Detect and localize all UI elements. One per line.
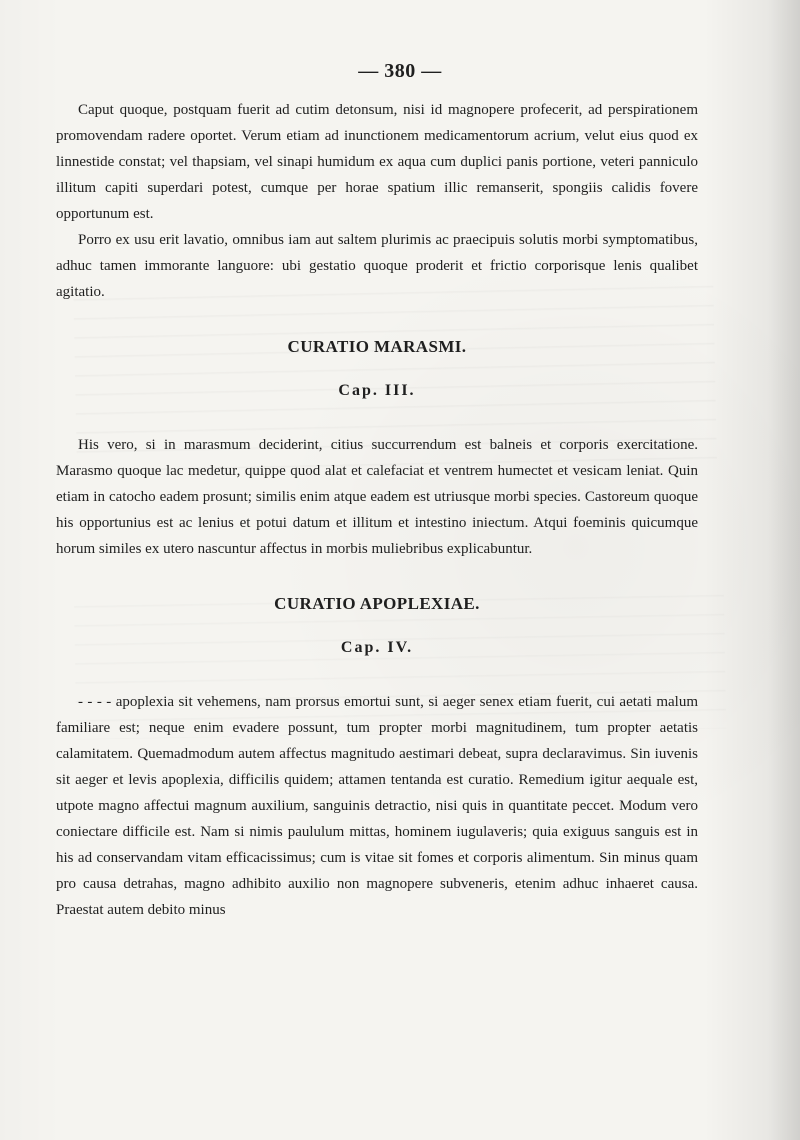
- chapter-label-marasmus: Cap. III.: [338, 382, 416, 399]
- section-gap-2: [56, 562, 698, 593]
- apoplexy-paragraph: - - - - apoplexia sit vehemens, nam prorsus emortui sunt, si aeger senex etiam fuerit, cui aetati malum familiare est; neque enim evadere possunt, tum propter morbi magnitudinem, tum propter aetatis calamitatem. Quemadmodum autem affectus magnitudo aestimari debeat, supra declaravimus. Sin iuvenis sit aeger et levis apoplexia, difficilis quidem; attamen tentanda est curatio. Remedium igitur aequale est, utpote magno affectui magnum auxilium, sanguinis detractio, nisi quis in quantitate peccet. Modum vero coniectare difficile est. Nam si nimis paululum mittas, hominem iugulaveris; quia exiguus sanguis est in his ad conservandam vitam efficacissimus; cum is vitae sit fomes et corporis alimentum. Sin minus quam pro causa detrahas, magno adhibito auxilio non magnopere subveneris, etenim adhuc inhaeret causa. Praestat autem debito minus: [56, 694, 698, 918]
- chapter-label-apoplexy: Cap. IV.: [340, 639, 414, 656]
- chapter-text-gap-1: [56, 402, 698, 432]
- section-gap-1: [56, 305, 698, 336]
- page-number: — 380 —: [358, 60, 442, 82]
- intro-paragraph-1: Caput quoque, postquam fuerit ad cutim detonsum, nisi id magnopere profecerit, ad perspirationem promovendam radere oportet. Verum etiam ad inunctionem medicamentorum acrium, velut eius quod ex linnestide constat; vel thapsiam, vel sinapi humidum ex aqua cum duplici panis portione, veteri panniculo illitum capiti superdari potest, cumque per horae spatium illic remanserit, spongiis calidis fovere opportunum est.: [56, 102, 698, 222]
- page-edge-shadow: [768, 0, 800, 1140]
- chapter-text-gap-2: [56, 659, 698, 689]
- intro-paragraph-2: Porro ex usu erit lavatio, omnibus iam aut saltem plurimis ac praecipuis solutis morbi symptomatibus, adhuc tamen immorante languore: ubi gestatio quoque proderit et frictio corporisque lenis qualibet agitatio.: [56, 232, 698, 300]
- section-title-apoplexy: CURATIO APOPLEXIAE.: [274, 594, 480, 613]
- section-title-marasmus: CURATIO MARASMI.: [287, 337, 467, 356]
- page-content: [56, 97, 698, 923]
- title-chapter-gap-1: [56, 358, 698, 380]
- title-chapter-gap-2: [56, 615, 698, 637]
- marasmus-paragraph: His vero, si in marasmum deciderint, citius succurrendum est balneis et corporis exercitatione. Marasmo quoque lac medetur, quippe quod alat et calefaciat et ventrem humectet et vesicam leniat. Quin etiam in catocho eadem prosunt; similis enim atque eadem est utriusque morbi species. Castoreum quoque his opportunius est ac lenius et potui datum et illitum et intestino iniectum. Atqui foeminis quicumque horum similes ex utero nascuntur affectus in morbis muliebribus explicabuntur.: [56, 437, 698, 557]
